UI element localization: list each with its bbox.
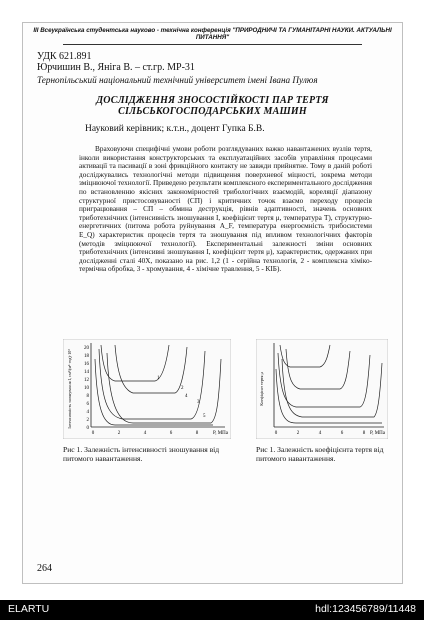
page-number: 264	[37, 563, 52, 574]
y-tick: 4	[86, 410, 89, 415]
scientific-advisor: Науковий керівник; к.т.н., доцент Гупка Б.В.	[85, 124, 265, 134]
repository-footer	[0, 600, 424, 620]
document-page	[22, 22, 403, 584]
x-tick: 8	[195, 431, 199, 436]
paper-title: ДОСЛІДЖЕННЯ ЗНОСОСТІЙКОСТІ ПАР ТЕРТЯ СІЛЬСЬКОГОСПОДАРСЬКИХ МАШИН	[96, 95, 329, 117]
body-paragraph: Враховуючи специфічні умови роботи розглядуваних важко навантажених вузлів тертя, інколи використання конструкторських та експлуатаційних засобів управління процесами активації та пасивації в зоні фрикційного контакту не завжди прийнятне. Тому в даній роботі досліджувались технологічні методи підвищення поверхневої міцності, зокрема методи зміцнюючої технології. Приведено результати комплексного експериментального дослідження по встановленню якісних закономірностей трибологічних взаємодій, кореляції діапазону структурної пристосовуваності (СП) і критичних точок взаємо переходу процесів приграцювання – СП – обмина деструкція, рівнів адаптивності, значень основних триботехнічних (інтенсивність зношування I, коефіцієнт тертя μ, температура T), структурно-енергетичних (питома робота руйнування A_F, температура енергоємність трибосистеми E_Q) характеристик процесів тертя та зношування під впливом технологічних факторів (методів зміцнюючої технології). Експериментальні залежності зміни основних триботехнічних (інтенсивні зношування I, коефіцієнт тертя μ), характеристик, одержаних при дослідженні сталі 40Х, показано на рис. 1,2 (1 - серійна технологія, 2 - комплексна хіміко-термічна обробка, 3 - хромування, 4 - хімічне травлення, 5 - КІБ).	[79, 145, 372, 274]
curve-label: 4	[185, 394, 188, 399]
figure-2-x-label: P, МПа	[370, 431, 386, 436]
udc-code: УДК 621.891	[37, 51, 92, 62]
curve-label: 3	[197, 400, 200, 405]
y-tick: 14	[84, 370, 89, 375]
figure-2-caption: Рис 1. Залежність коефіцієнта тертя від питомого навантаження.	[256, 445, 384, 463]
header-divider	[63, 44, 362, 45]
figure-1-y-label: Інтенсивність зношування I, см³/(м²·год)·10³	[67, 349, 72, 429]
y-tick: 16	[84, 362, 89, 367]
curve-label: 5	[203, 414, 206, 419]
y-tick: 6	[86, 402, 89, 407]
y-tick: 10	[84, 386, 89, 391]
x-tick: 6	[340, 431, 344, 436]
conference-header: III Всеукраїнська студентська науково - технічна конференція "ПРИРОДНИЧІ ТА ГУМАНІТАРНІ НАУКИ. АКТУАЛЬНІ ПИТАННЯ"	[33, 27, 392, 41]
curve-label: 2	[181, 386, 184, 391]
figure-1-x-label: P, МПа	[213, 431, 229, 436]
affiliation: Тернопільський національний технічний університет імені Івана Пулюя	[37, 75, 318, 85]
repository-name[interactable]: ELARTU	[8, 603, 50, 615]
figure-1-wear-chart	[63, 339, 231, 439]
x-tick: 2	[117, 431, 121, 436]
y-tick: 18	[84, 354, 89, 359]
x-tick: 6	[169, 431, 173, 436]
x-tick: 4	[143, 431, 147, 436]
figure-2-y-label: Коефіцієнт тертя μ	[259, 372, 264, 406]
y-tick: 0	[86, 426, 89, 431]
x-tick: 2	[296, 431, 300, 436]
curve-label: 1	[157, 376, 160, 381]
y-tick: 8	[86, 394, 89, 399]
figure-2-friction-chart	[256, 339, 388, 439]
y-tick: 20	[84, 346, 89, 351]
x-tick: 0	[274, 431, 278, 436]
y-tick: 2	[86, 418, 89, 423]
x-tick: 0	[91, 431, 95, 436]
x-tick: 4	[318, 431, 322, 436]
y-tick: 12	[84, 378, 89, 383]
authors: Юрчишин В., Янiга В. – ст.гр. МР-31	[37, 62, 195, 73]
x-tick: 8	[362, 431, 366, 436]
figure-1-caption: Рис 1. Залежність інтенсивності зношування від питомого навантаження.	[63, 445, 220, 463]
handle-id[interactable]: hdl:123456789/11448	[315, 603, 416, 615]
